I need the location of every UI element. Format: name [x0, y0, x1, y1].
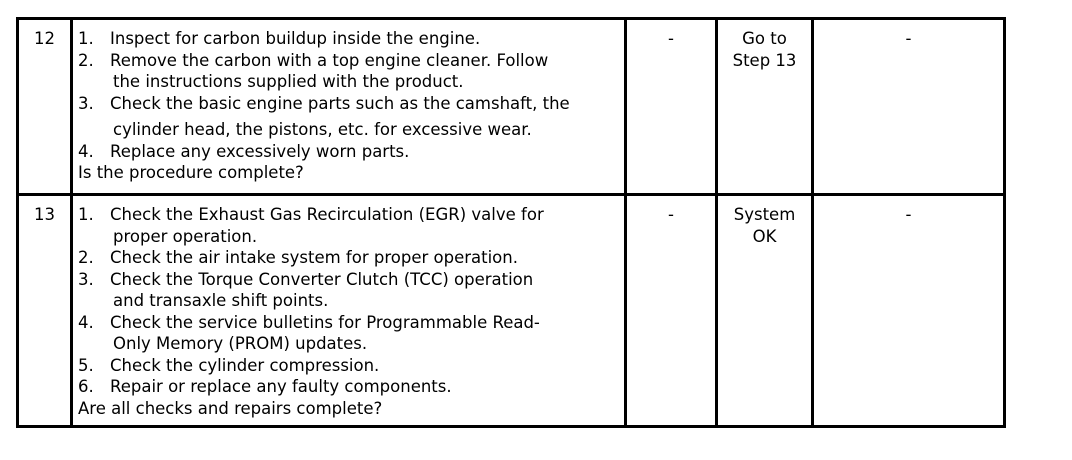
- item-number: 3.: [78, 93, 94, 113]
- item-line: Repair or replace any faulty components.: [110, 377, 452, 396]
- item-line: Check the cylinder compression.: [110, 355, 380, 375]
- yes-cell: [717, 195, 813, 427]
- item-text: [110, 355, 620, 377]
- yes-cell: [717, 19, 813, 195]
- list-item: [78, 355, 620, 377]
- step-number: 13: [34, 205, 55, 224]
- step-question: Are all checks and repairs complete?: [78, 398, 383, 418]
- step-number-cell: [18, 195, 72, 427]
- no-text: -: [905, 205, 912, 224]
- table-row: [18, 195, 1005, 427]
- item-number: 1.: [78, 205, 94, 224]
- item-line: cylinder head, the pistons, etc. for excessive wear.: [113, 120, 532, 139]
- action-list: [78, 28, 620, 162]
- item-line: Only Memory (PROM) updates.: [113, 334, 368, 353]
- item-text: [110, 312, 620, 355]
- item-line: Check the Exhaust Gas Recirculation (EGR) valve for: [110, 205, 544, 224]
- item-number: 2.: [78, 50, 94, 70]
- item-text: [110, 269, 620, 312]
- item-line: proper operation.: [113, 226, 258, 246]
- item-line: and transaxle shift points.: [113, 291, 329, 310]
- item-text: [110, 247, 620, 269]
- item-line: Check the basic engine parts such as the camshaft, the: [110, 93, 570, 113]
- item-line: Check the air intake system for proper operation.: [110, 248, 518, 267]
- item-line: Check the Torque Converter Clutch (TCC) operation: [110, 269, 534, 289]
- list-item: [78, 247, 620, 269]
- item-line: Inspect for carbon buildup inside the engine.: [110, 29, 481, 48]
- no-cell: [813, 195, 1005, 427]
- value-cell: [626, 19, 717, 195]
- step-number: 12: [34, 29, 55, 48]
- list-item: [78, 93, 620, 141]
- item-number: 5.: [78, 355, 94, 375]
- action-list: [78, 204, 620, 398]
- item-line: Replace any excessively worn parts.: [110, 141, 410, 161]
- item-line: Check the service bulletins for Programmable Read-: [110, 312, 540, 332]
- item-text: [110, 93, 620, 141]
- item-text: [110, 204, 620, 247]
- no-text: -: [905, 29, 912, 48]
- item-text: [110, 141, 620, 163]
- value-cell: [626, 195, 717, 427]
- list-item: [78, 312, 620, 355]
- item-number: 2.: [78, 248, 94, 267]
- item-number: 3.: [78, 269, 94, 289]
- yes-line: Go to: [742, 29, 787, 48]
- yes-line: System: [733, 205, 796, 224]
- list-item: [78, 204, 620, 247]
- list-item: [78, 269, 620, 312]
- item-number: 4.: [78, 312, 94, 332]
- list-item: [78, 376, 620, 398]
- table-row: [18, 19, 1005, 195]
- step-number-cell: [18, 19, 72, 195]
- item-number: 1.: [78, 29, 94, 48]
- item-line: Remove the carbon with a top engine cleaner. Follow: [110, 50, 549, 70]
- step-question: Is the procedure complete?: [78, 163, 304, 182]
- item-text: [110, 50, 620, 93]
- action-cell: [72, 19, 626, 195]
- item-text: [110, 28, 620, 50]
- yes-line: Step 13: [732, 50, 797, 70]
- list-item: [78, 50, 620, 93]
- item-text: [110, 376, 620, 398]
- list-item: [78, 141, 620, 163]
- procedure-table: [16, 17, 1006, 428]
- list-item: [78, 28, 620, 50]
- item-number: 6.: [78, 377, 94, 396]
- value-text: -: [668, 205, 674, 224]
- action-cell: [72, 195, 626, 427]
- yes-line: OK: [752, 226, 777, 246]
- item-line: the instructions supplied with the product.: [113, 72, 464, 91]
- no-cell: [813, 19, 1005, 195]
- value-text: -: [668, 29, 674, 48]
- item-number: 4.: [78, 141, 94, 161]
